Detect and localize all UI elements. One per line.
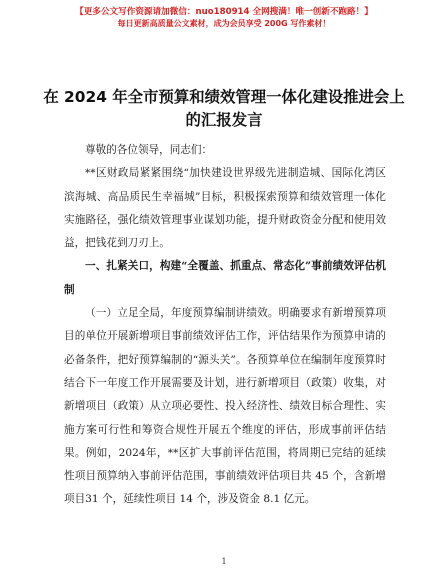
section-heading-1: 一、扎紧关口，构建“全覆盖、抓重点、常态化”事前绩效评估机制 <box>64 260 386 296</box>
promo-banner-line-1: 【更多公文写作资源请加微信：nuo180914 全网搜满！唯一创新不跑路！】 <box>75 7 373 17</box>
page-number: 1 <box>221 557 227 566</box>
salutation: 尊敬的各位领导，同志们： <box>85 144 213 156</box>
document-title: 在 2024 年全市预算和绩效管理一体化建设推进会上的汇报发言 <box>43 88 405 129</box>
promo-banner-line-2: 每日更新高质量公文素材，成为会员享受 200G 写作素材！ <box>117 19 331 28</box>
subsection-paragraph-1: （一）立足全局，年度预算编制讲绩效。明确要求有新增预算项目的单位开展新增项目事前绩效评估工作，评估结果作为预算申请的必备条件，把好预算编制的“源头关”。各预算单位在编制年度预算时结合下一年度工作开展需要及计划，进行新增项目（政策）收集，对新增项目（政策）从立项必要性、投入经济性、绩效目标合理性、实施方案可行性和筹资合规性开展五个维度的评估，形成事前评估结果。例如，2024年，**区扩大事前评估范围，将周期已完结的延续性项目预算纳入事前评估范围，事前绩效评估项目共 45 个，含新增项目31 个，延续性项目 14 个，涉及资金 8.1 亿元。 <box>64 307 386 506</box>
document-body <box>64 139 386 512</box>
promo-banner <box>0 6 448 30</box>
intro-paragraph: **区财政局紧紧围绕“加快建设世界级先进制造城、国际化湾区滨海城、高品质民生幸福城”目标，积极探索预算和绩效管理一体化实施路径，强化绩效管理事业谋划功能，提升财政资金分配和使用效益，把钱花到刀刃上。 <box>64 167 386 250</box>
